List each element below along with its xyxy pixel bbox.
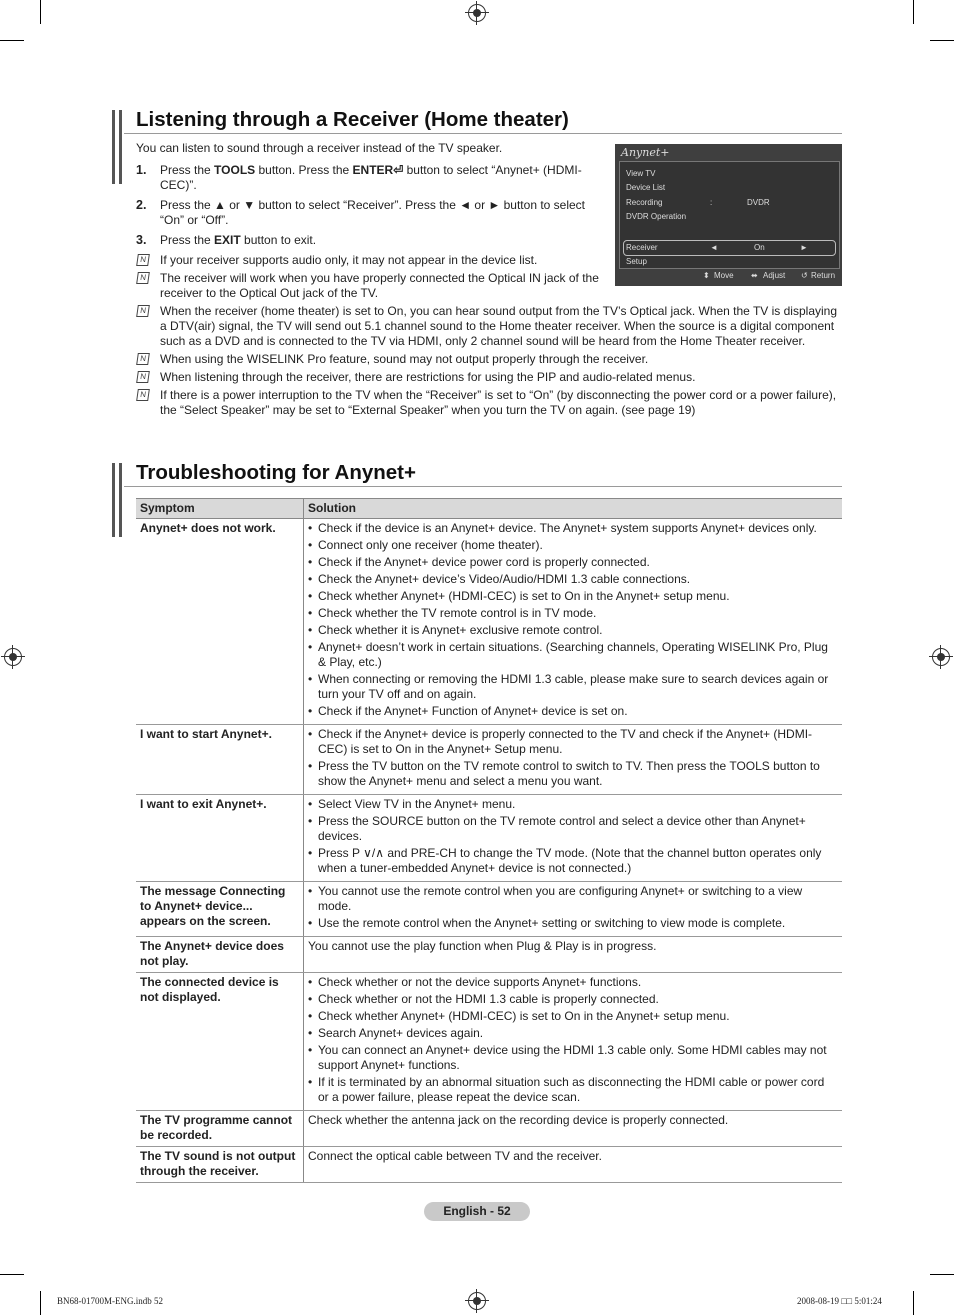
osd-item-setup[interactable]: Setup [626,257,647,266]
anynet-osd-menu [615,144,842,286]
osd-recording-value: DVDR [747,198,770,207]
solution-list [308,521,838,719]
solution-item: • Press the TV button on the TV remote control to switch to TV. Then press the TOOLS button to show the Anynet+ menu and select a menu you want. [308,759,838,789]
step-text: button to select “Anynet+ (HDMI-CEC)”. [160,163,582,192]
solution-item: • Check if the Anynet+ device power cord is properly connected. [308,555,838,570]
solution-list [308,727,838,789]
solution-item: • You can connect an Anynet+ device using the HDMI 1.3 cable only. Some HDMI cables may not support Anynet+ functions. [308,1043,838,1073]
table-row [136,725,842,795]
osd-left-arrow-icon[interactable]: ◄ [710,243,718,252]
solution-item: • Check whether or not the HDMI 1.3 cable is properly connected. [308,992,838,1007]
crop-mark [40,1291,41,1315]
solution-item: • When connecting or removing the HDMI 1.3 cable, please make sure to search devices again or turn your TV off and on again. [308,672,838,702]
osd-item-receiver[interactable]: Receiver [626,243,658,252]
note-text: If your receiver supports audio only, it may not appear in the device list. [160,253,538,267]
solution-cell [304,725,843,795]
note-item [136,370,842,385]
solution-item: • Select View TV in the Anynet+ menu. [308,797,838,812]
solution-item: • Check whether or not the device supports Anynet+ functions. [308,975,838,990]
registration-mark-icon [4,648,22,666]
osd-right-arrow-icon[interactable]: ► [800,243,808,252]
note-item [136,271,601,301]
solution-cell [304,882,843,937]
registration-mark-icon [468,4,486,22]
section-bar [119,110,122,184]
step-text: TOOLS [214,163,256,177]
osd-recording-separator: : [710,198,713,207]
solution-list [308,797,838,876]
footer-timestamp: 2008-08-19 □□ 5:01:24 [797,1296,882,1306]
solution-list [308,884,838,931]
step-text: EXIT [214,233,241,247]
footer-file-info: BN68-01700M-ENG.indb 52 [57,1296,163,1306]
solution-item: • Check if the Anynet+ device is properly connected to the TV and check if the Anynet+ (HDMI-CEC) is set to On in the Anynet+ Setup menu. [308,727,838,757]
note-text: When the receiver (home theater) is set to On, you can hear sound output from the TV’s Optical jack. When the TV is displaying a DTV(air) signal, the TV will send out 5.1 channel sound to the Home theater receiver. When the source is a digital component such as a DVD and is connected to the TV via HDMI, only 2 channel sound will be heard from the Home Theater receiver. [160,304,838,348]
solution-cell: Connect the optical cable between TV and the receiver. [304,1147,843,1183]
symptom-cell: The TV programme cannot be recorded. [136,1111,304,1147]
solution-cell [304,519,843,725]
osd-item-device-list[interactable]: Device List [626,183,666,192]
column-header-symptom: Symptom [136,499,304,519]
intro-text: You can listen to sound through a receiver instead of the TV speaker. [136,141,503,155]
solution-item: • Search Anynet+ devices again. [308,1026,838,1041]
osd-footer-adjust: Adjust [763,271,786,280]
page-number-badge: English - 52 [424,1202,530,1221]
move-icon: ⬍ [703,271,710,280]
note-icon: N [136,353,150,365]
step-text: ⏎ [393,163,404,177]
solution-item: • Check if the Anynet+ Function of Anynet+ device is set on. [308,704,838,719]
note-item [136,253,601,268]
solution-cell: Check whether the antenna jack on the recording device is properly connected. [304,1111,843,1147]
crop-mark [0,1274,24,1275]
table-row [136,795,842,882]
solution-item: • You cannot use the remote control when you are configuring Anynet+ or switching to a view mode. [308,884,838,914]
note-text: If there is a power interruption to the TV when the “Receiver” is set to “On” (by disconnecting the power cord or a power failure), the “Select Speaker” may be set to “External Speaker” when you turn the TV on again. (see page 19) [160,388,837,417]
troubleshooting-table [136,498,842,1183]
step-number: 1. [136,163,147,177]
symptom-cell: Anynet+ does not work. [136,519,304,725]
solution-item: • Check whether Anynet+ (HDMI-CEC) is set to On in the Anynet+ setup menu. [308,589,838,604]
registration-mark-icon [932,648,950,666]
note-text: When using the WISELINK Pro feature, sound may not output properly through the receiver. [160,352,649,366]
table-row [136,882,842,937]
note-icon: N [136,305,150,317]
table-row [136,1147,842,1183]
solution-item: • Anynet+ doesn’t work in certain situations. (Searching channels, Operating WISELINK Pro, Plug & Play, etc.) [308,640,838,670]
section-bar [112,110,115,184]
crop-mark [40,0,41,24]
table-row [136,937,842,973]
solution-item: • Press P ∨/∧ and PRE-CH to change the TV mode. (Note that the channel button operates only when a tuner-embedded Anynet+ device is not connected.) [308,846,838,876]
anynet-logo: Anynet+ [621,146,670,159]
registration-mark-icon [468,1292,486,1310]
crop-mark [0,40,24,41]
note-icon: N [136,389,150,401]
step-number: 2. [136,198,147,212]
solution-item: • Press the SOURCE button on the TV remote control and select a device other than Anynet+ devices. [308,814,838,844]
osd-footer-return: Return [811,271,836,280]
section-bar [119,463,122,537]
solution-cell [304,795,843,882]
crop-mark [930,1274,954,1275]
section-title-troubleshooting: Troubleshooting for Anynet+ [136,461,416,484]
note-text: When listening through the receiver, there are restrictions for using the PIP and audio-related menus. [160,370,696,384]
crop-mark [930,40,954,41]
symptom-cell: I want to exit Anynet+. [136,795,304,882]
crop-mark [913,1291,914,1315]
steps-list [136,163,601,304]
table-row [136,519,842,725]
symptom-cell: The connected device is not displayed. [136,973,304,1111]
section-rule [124,133,842,134]
note-text: The receiver will work when you have properly connected the Optical IN jack of the receiver to the Optical Out jack of the TV. [160,271,599,300]
osd-receiver-value: On [754,243,765,252]
solution-list [308,975,838,1105]
symptom-cell: The message Connecting to Anynet+ device... appears on the screen. [136,882,304,937]
solution-cell [304,973,843,1111]
section-rule [124,486,842,487]
adjust-icon: ⬌ [751,271,758,280]
osd-menu-body [619,161,840,269]
table-header-row [136,499,842,519]
symptom-cell: The TV sound is not output through the receiver. [136,1147,304,1183]
step-item [136,233,601,248]
crop-mark [913,0,914,24]
solution-item: • If it is terminated by an abnormal situation such as disconnecting the HDMI cable or power cord or a power failure, please repeat the device scan. [308,1075,838,1105]
step-text: button to exit. [240,233,317,247]
step-number: 3. [136,233,147,247]
section-bar [112,463,115,537]
note-item [136,304,842,349]
solution-item: • Check whether the TV remote control is in TV mode. [308,606,838,621]
table-row [136,973,842,1111]
osd-item-recording[interactable]: Recording [626,198,663,207]
return-icon: ↺ [801,271,808,280]
solution-item: • Check if the device is an Anynet+ device. The Anynet+ system supports Anynet+ devices only. [308,521,838,536]
step-item [136,163,601,193]
solution-item: • Check whether it is Anynet+ exclusive remote control. [308,623,838,638]
step-text: Press the ▲ or ▼ button to select “Receiver”. Press the ◄ or ► button to select “On” or “Off”. [160,198,586,227]
osd-footer-move: Move [714,271,734,280]
solution-item: • Connect only one receiver (home theater). [308,538,838,553]
solution-cell: You cannot use the play function when Plug & Play is in progress. [304,937,843,973]
step-text: button. Press the [255,163,353,177]
note-icon: N [136,272,150,284]
step-text: Press the [160,163,215,177]
note-item [136,352,842,367]
solution-item: • Check the Anynet+ device’s Video/Audio/HDMI 1.3 cable connections. [308,572,838,587]
step-text: Press the [160,233,215,247]
osd-item-view-tv[interactable]: View TV [626,169,656,178]
table-row [136,1111,842,1147]
section-title-receiver: Listening through a Receiver (Home theater) [136,108,569,131]
solution-item: • Use the remote control when the Anynet+ setting or switching to view mode is complete. [308,916,838,931]
note-item [136,388,842,418]
osd-item-dvdr-operation[interactable]: DVDR Operation [626,212,687,221]
symptom-cell: The Anynet+ device does not play. [136,937,304,973]
solution-item: • Check whether Anynet+ (HDMI-CEC) is set to On in the Anynet+ setup menu. [308,1009,838,1024]
step-item [136,198,601,228]
note-icon: N [136,254,150,266]
symptom-cell: I want to start Anynet+. [136,725,304,795]
step-text: ENTER [352,163,394,177]
notes-list [136,304,842,421]
column-header-solution: Solution [304,499,843,519]
note-icon: N [136,371,150,383]
